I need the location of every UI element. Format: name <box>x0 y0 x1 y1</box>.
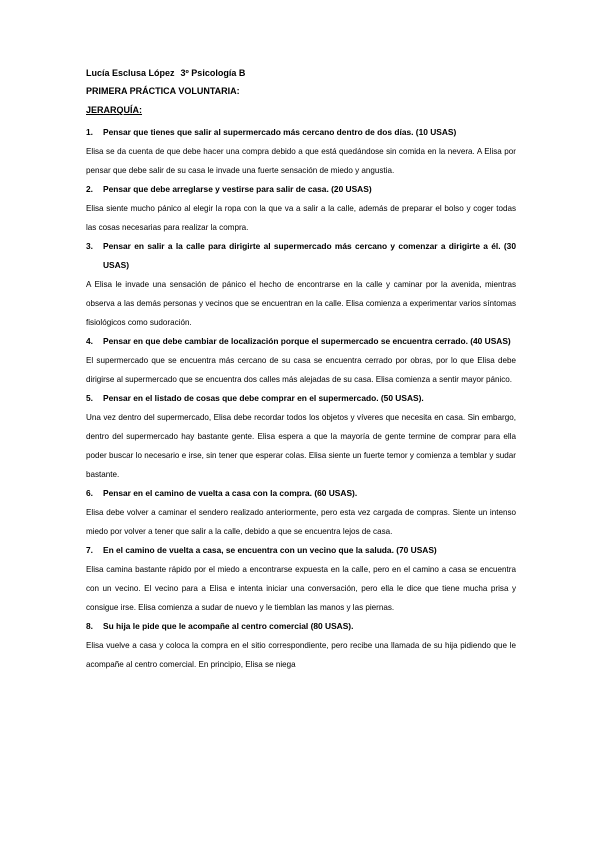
item-number: 4. <box>86 336 93 346</box>
item-number: 7. <box>86 545 93 555</box>
item-number: 5. <box>86 393 93 403</box>
item-paragraph: A Elisa le invade una sensación de pánico el hecho de encontrarse en la calle y caminar por la avenida, mientras observa a las demás personas y vecinos que se encuentran en la calle. Elisa comienza a experimentar varios síntomas fisiológicos como sudoración. <box>86 280 516 327</box>
item-paragraph: Elisa vuelve a casa y coloca la compra en el sitio correspondiente, pero recibe una llamada de su hija pidiendo que le acompañe al centro comercial. En principio, Elisa se niega <box>86 641 516 669</box>
list-item <box>86 484 516 541</box>
item-heading: Pensar en el camino de vuelta a casa con la compra. (60 USAS). <box>103 488 358 498</box>
list-item <box>86 541 516 617</box>
section-heading: JERARQUÍA: <box>86 105 143 115</box>
item-number: 6. <box>86 488 93 498</box>
item-number: 1. <box>86 127 93 137</box>
item-number: 2. <box>86 184 93 194</box>
item-title <box>86 541 516 560</box>
item-title <box>86 389 516 408</box>
item-heading: Pensar que debe arreglarse y vestirse para salir de casa. (20 USAS) <box>103 184 372 194</box>
item-paragraph: Elisa siente mucho pánico al elegir la ropa con la que va a salir a la calle, además de preparar el bolso y coger todas las cosas necesarias para realizar la compra. <box>86 204 516 232</box>
item-paragraph: Elisa se da cuenta de que debe hacer una compra debido a que está quedándose sin comida en la nevera. A Elisa por pensar que debe salir de su casa le invade una fuerte sensación de miedo y angustia. <box>86 147 516 175</box>
item-title <box>86 237 516 275</box>
document-page <box>86 66 516 674</box>
document-title: PRIMERA PRÁCTICA VOLUNTARIA: <box>86 86 240 96</box>
item-number: 8. <box>86 621 93 631</box>
item-heading: Pensar que tienes que salir al supermercado más cercano dentro de dos días. (10 USAS) <box>103 127 457 137</box>
item-heading: Su hija le pide que le acompañe al centro comercial (80 USAS). <box>103 621 354 631</box>
list-item <box>86 180 516 237</box>
author-name: Lucía Esclusa López <box>86 68 175 78</box>
item-heading: Pensar en el listado de cosas que debe comprar en el supermercado. (50 USAS). <box>103 393 424 403</box>
list-item <box>86 123 516 180</box>
document-header <box>86 66 516 85</box>
course-name: 3º Psicología B <box>180 68 246 78</box>
section-heading-wrap <box>86 104 516 123</box>
item-title <box>86 332 516 351</box>
list-item <box>86 237 516 332</box>
item-number: 3. <box>86 241 93 251</box>
list-item <box>86 389 516 484</box>
item-paragraph: Una vez dentro del supermercado, Elisa debe recordar todos los objetos y víveres que necesita en casa. Sin embargo, dentro del supermercado hay bastante gente. Elisa espera a que la mayoría de gente termine de comprar para ella poder buscar lo necesario e irse, sin tener que esperar colas. Elisa siente un fuerte temor y comienza a temblar y sudar bastante. <box>86 413 516 479</box>
item-title <box>86 617 516 636</box>
item-heading: Pensar en que debe cambiar de localización porque el supermercado se encuentra cerrado. (40 USAS) <box>103 336 511 346</box>
list-item <box>86 617 516 674</box>
item-title <box>86 123 516 142</box>
item-heading: Pensar en salir a la calle para dirigirte al supermercado más cercano y comenzar a dirigirte a él. (30 USAS) <box>103 241 516 270</box>
item-paragraph: Elisa debe volver a caminar el sendero realizado anteriormente, pero esta vez cargada de compras. Siente un intenso miedo por volver a tener que salir a la calle, debido a que se encuentra lejos de casa. <box>86 508 516 536</box>
item-paragraph: El supermercado que se encuentra más cercano de su casa se encuentra cerrado por obras, por lo que Elisa debe dirigirse al supermercado que se encuentra dos calles más alejadas de su casa. Elisa comienza a sentir mayor pánico. <box>86 356 516 384</box>
list-item <box>86 332 516 389</box>
item-title <box>86 484 516 503</box>
item-paragraph: Elisa camina bastante rápido por el miedo a encontrarse expuesta en la calle, pero en el camino a casa se encuentra con un vecino. El vecino para a Elisa e intenta iniciar una conversación, pero ella le dice que tiene mucha prisa y consigue irse. Elisa comienza a sudar de nuevo y le tiemblan las manos y las piernas. <box>86 565 516 612</box>
item-title <box>86 180 516 199</box>
item-heading: En el camino de vuelta a casa, se encuentra con un vecino que la saluda. (70 USAS) <box>103 545 437 555</box>
